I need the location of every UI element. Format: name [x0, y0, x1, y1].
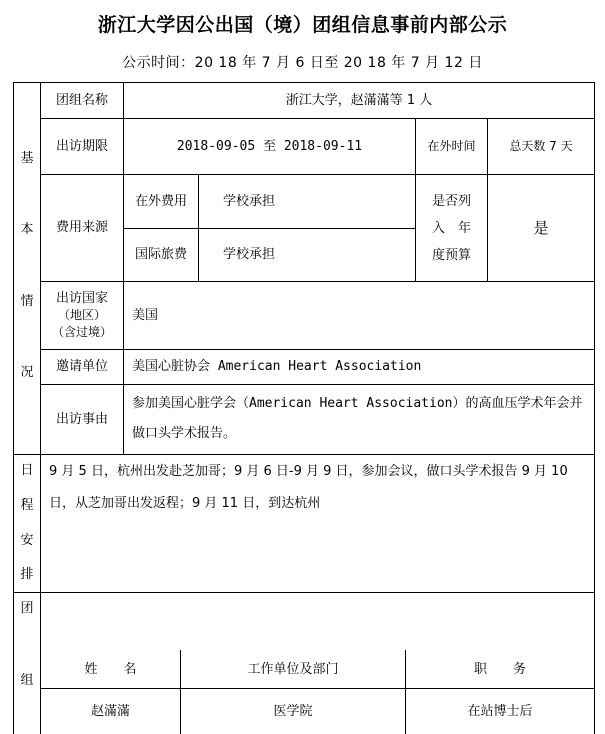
group-section-label: 团 组 — [20, 601, 34, 689]
group-name-label: 团组名称 — [55, 92, 108, 108]
basic-section-label: 基 本 情 况 — [20, 151, 34, 381]
country-value: 美国 — [132, 307, 159, 323]
table-row-position: 在站博士后 — [467, 703, 533, 719]
purpose-label: 出访事由 — [55, 411, 108, 427]
section-divider — [13, 592, 595, 593]
inviter-label: 邀请单位 — [55, 359, 108, 375]
period-label: 出访期限 — [55, 138, 108, 154]
group-name-value: 浙江大学，赵滿滿等 1 人 — [285, 92, 433, 108]
page-title: 浙江大学因公出国（境）团组信息事前内部公示 — [97, 14, 508, 36]
budget-answer: 是 — [533, 218, 549, 237]
funding-label: 费用来源 — [55, 220, 108, 236]
time-abroad-label: 在外时间 — [427, 139, 476, 154]
section-divider — [13, 454, 595, 455]
abroad-cost-value: 学校承担 — [223, 193, 276, 209]
schedule-section-label: 日 程 安 排 — [20, 463, 34, 583]
purpose-value: 参加美国心脏学会（American Heart Association）的高血压学术年会并做口头学术报告。 — [132, 396, 583, 441]
member-header-name: 姓 名 — [84, 661, 137, 677]
table-border-right — [594, 82, 595, 734]
intl-travel-label: 国际旅费 — [134, 247, 187, 263]
table-row-unit: 医学院 — [273, 703, 313, 719]
total-days-value: 总天数 7 天 — [509, 139, 573, 154]
abroad-cost-label: 在外费用 — [134, 193, 187, 209]
member-header-position: 职 务 — [473, 661, 526, 677]
budget-question: 是否列 入 年 度预算 — [431, 193, 471, 263]
notice-period: 公示时间：20 18 年 7 月 6 日至 20 18 年 7 月 12 日 — [122, 55, 483, 71]
intl-travel-value: 学校承担 — [223, 247, 276, 263]
schedule-paragraph: 9 月 5 日，杭州出发赴芝加哥；9 月 6 日-9 月 9 日，参加会议，做口头学术报告 9 月 10 日，从芝加哥出发返程；9 月 11 日，到达杭州 — [49, 464, 568, 511]
schedule-text — [41, 456, 594, 590]
inviter-value: 美国心脏协会 American Heart Association — [132, 359, 422, 375]
period-value: 2018-09-05 至 2018-09-11 — [176, 138, 363, 154]
table-row-name: 赵滿滿 — [90, 703, 130, 719]
country-label: 出访国家 （地区） （含过境） — [51, 291, 112, 339]
member-header-unit: 工作单位及部门 — [247, 661, 339, 677]
